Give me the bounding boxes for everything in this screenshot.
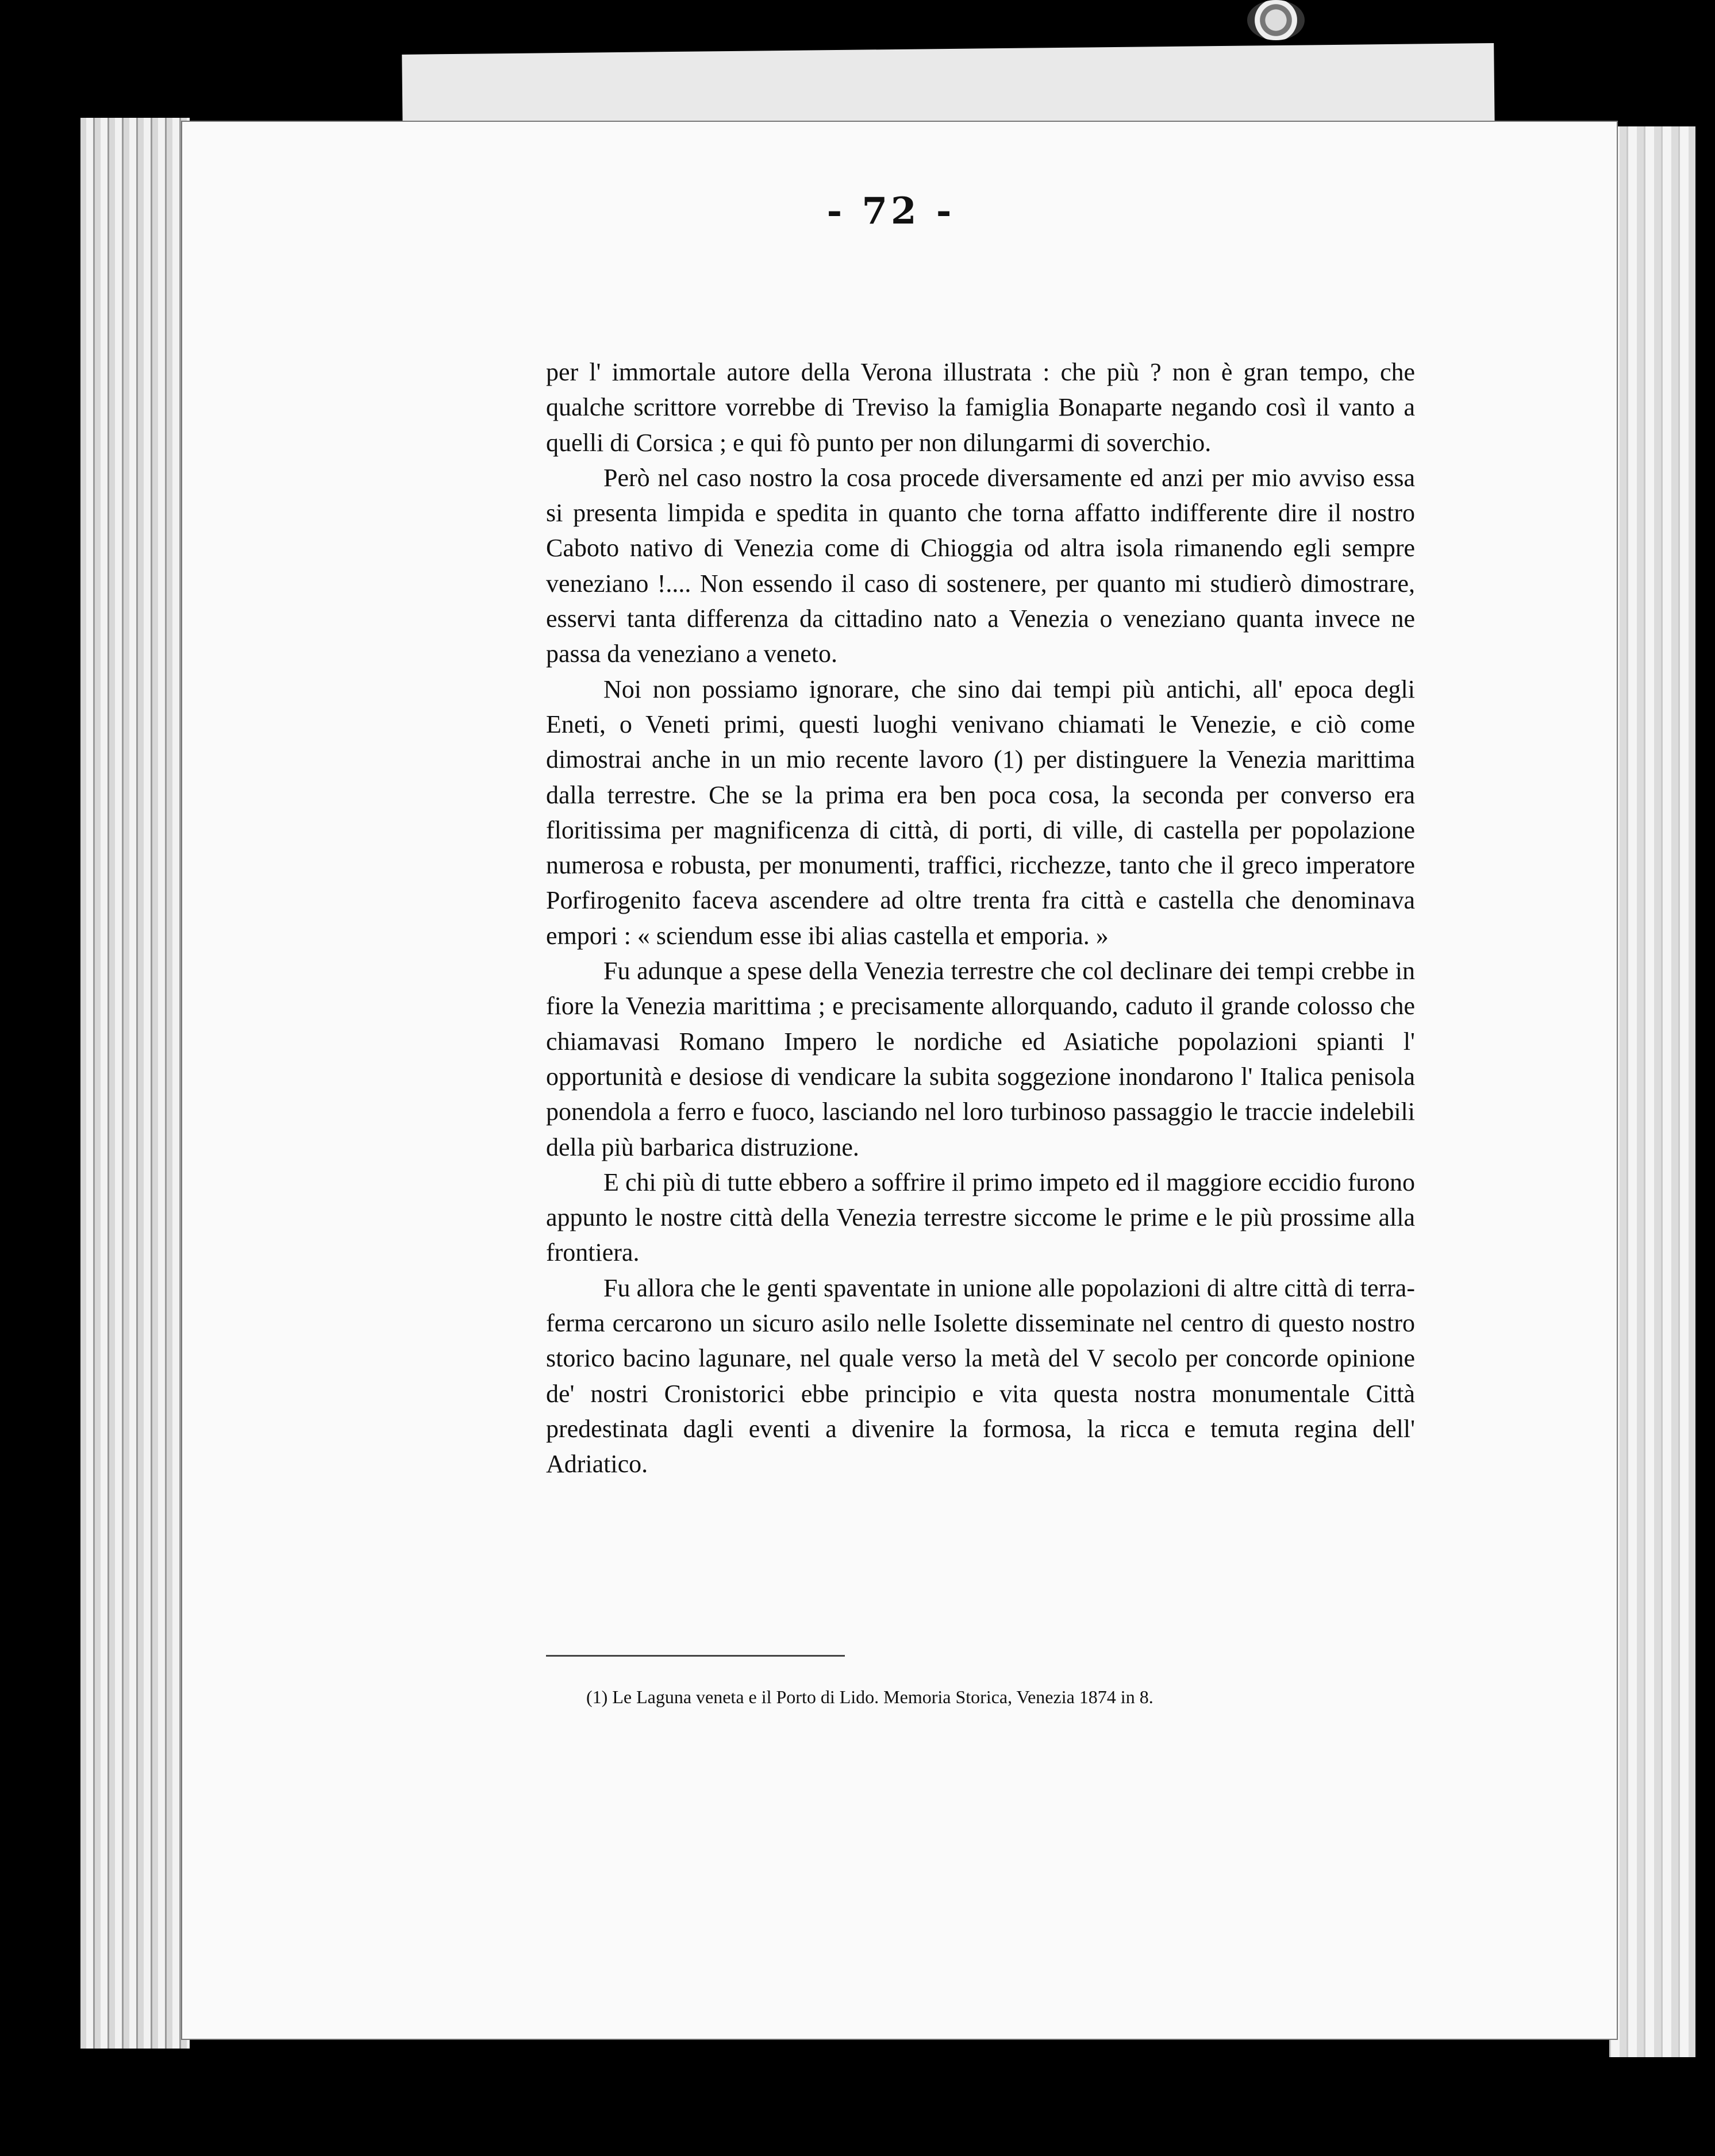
paragraph: E chi più di tutte ebbero a soffrire il primo impeto ed il maggiore eccidio furono appunto le nostre città della Venezia terrestre siccome le prime e le più prossime alla frontiera. xyxy=(546,1168,1415,1267)
paragraph: Fu allora che le genti spaventate in unione alle popolazioni di altre città di terra-ferma cercarono un sicuro asilo nelle Isolette disseminate nel centro di questo nostro storico bacino lagunare, nel quale verso la metà del V secolo per concorde opinione de' nostri Cronistorici ebbe principio e vita questa nostra monumentale Città predestinata dagli eventi a divenire la formosa, la ricca e temuta regina dell' Adriatico. xyxy=(546,1273,1415,1479)
right-page-edges xyxy=(1609,126,1695,2057)
paragraph: per l' immortale autore della Verona illustrata : che più ? non è gran tempo, che qualche scrittore vorrebbe di Treviso la famiglia Bonaparte negando così il vanto a quelli di Corsica ; e qui fò punto per non dilungarmi di soverchio. xyxy=(546,358,1415,457)
body-text xyxy=(546,355,1415,1482)
library-stamp xyxy=(1247,0,1305,40)
paragraph: Noi non possiamo ignorare, che sino dai tempi più antichi, all' epoca degli Eneti, o Veneti primi, questi luoghi venivano chiamati le Venezie, e ciò come dimostrai anche in un mio recente lavoro (1) per distinguere la Venezia marittima dalla terrestre. Che se la prima era ben poca cosa, la seconda per converso era floritissima per magnificenza di città, di porti, di ville, di castella per popolazione numerosa e robusta, per monumenti, traffici, ricchezze, tanto che il greco imperatore Porfirogenito faceva ascendere ad oltre trenta fra città e castella che denominava empori : « sciendum esse ibi alias castella et emporia. » xyxy=(546,675,1415,950)
footnote-divider xyxy=(546,1655,845,1657)
paragraph: Fu adunque a spese della Venezia terrestre che col declinare dei tempi crebbe in fiore la Venezia marittima ; e precisamente allorquando, caduto il grande colosso che chiamavasi Romano Impero le nordiche ed Asiatiche popolazioni spianti l' opportunità e desiose di vendicare la subita soggezione inondarono l' Italica penisola ponendola a ferro e fuoco, lasciando nel loro turbinoso passaggio le traccie indelebili della più barbarica distruzione. xyxy=(546,957,1415,1161)
paragraph: Però nel caso nostro la cosa procede diversamente ed anzi per mio avviso essa si presenta limpida e spedita in quanto che torna affatto indifferente dire il nostro Caboto nativo di Venezia come di Chioggia od altra isola rimanendo egli sempre veneziano !.... Non essendo il caso di sostenere, per quanto mi studierò dimostrare, esservi tanta differenza da cittadino nato a Venezia o veneziano quanta invece ne passa da veneziano a veneto. xyxy=(546,463,1415,668)
footnote: (1) Le Laguna veneta e il Porto di Lido. Memoria Storica, Venezia 1874 in 8. xyxy=(586,1687,1153,1707)
left-page-edges xyxy=(80,118,190,2049)
page-number: - 72 - xyxy=(826,190,955,233)
